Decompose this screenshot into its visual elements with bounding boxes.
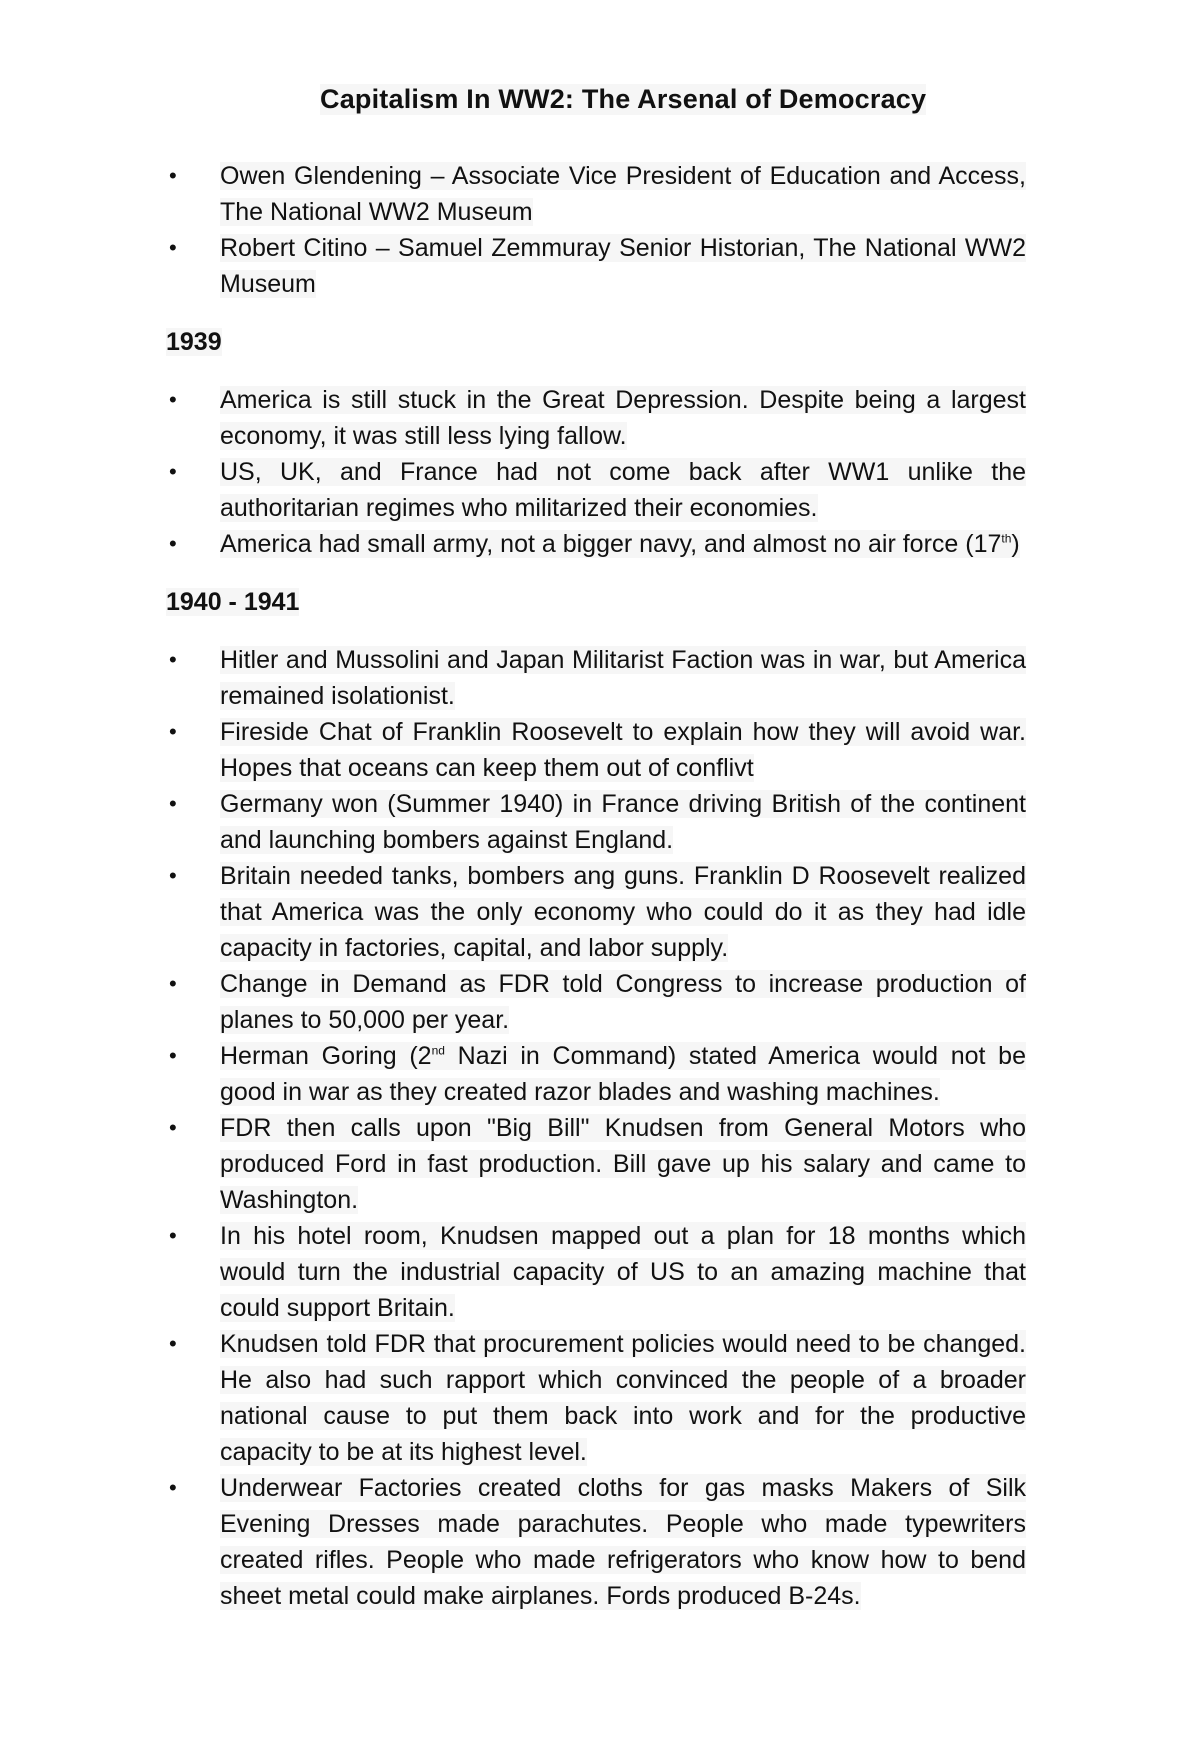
speaker-item bbox=[166, 158, 1026, 230]
list-item-text bbox=[220, 646, 1026, 710]
list-item-text bbox=[220, 1222, 1026, 1322]
section-bullet-list bbox=[166, 642, 1026, 1614]
document-body bbox=[166, 158, 1026, 1614]
list-item-trailing-text: Nazi in Command) stated America would not be good in war as they created razor blades and washing machines. bbox=[220, 1042, 1026, 1106]
list-item bbox=[166, 1326, 1026, 1470]
list-item-main-text: Change in Demand as FDR told Congress to increase production of planes to 50,000 per year. bbox=[220, 970, 1026, 1034]
list-item-main-text: Herman Goring (2 bbox=[220, 1042, 432, 1070]
list-item-text bbox=[220, 790, 1026, 854]
list-item bbox=[166, 526, 1026, 562]
list-item bbox=[166, 1218, 1026, 1326]
bullet-icon: • bbox=[169, 531, 177, 556]
list-item-main-text: America is still stuck in the Great Depression. Despite being a largest economy, it was still less lying fallow. bbox=[220, 386, 1026, 450]
bullet-icon: • bbox=[169, 863, 177, 888]
list-item-text bbox=[220, 1474, 1026, 1610]
bullet-icon: • bbox=[169, 163, 177, 188]
list-item bbox=[166, 642, 1026, 714]
list-item-main-text: Germany won (Summer 1940) in France driving British of the continent and launching bombers against England. bbox=[220, 790, 1026, 854]
bullet-icon: • bbox=[169, 1043, 177, 1068]
list-item-text bbox=[220, 718, 1026, 782]
list-item bbox=[166, 966, 1026, 1038]
list-item bbox=[166, 382, 1026, 454]
list-item bbox=[166, 858, 1026, 966]
section-heading bbox=[166, 584, 1026, 620]
bullet-icon: • bbox=[169, 791, 177, 816]
list-item-text bbox=[220, 1330, 1026, 1466]
section-heading-text: 1940 - 1941 bbox=[166, 588, 300, 616]
speaker-list bbox=[166, 158, 1026, 302]
list-item-main-text: Fireside Chat of Franklin Roosevelt to explain how they will avoid war. Hopes that oceans can keep them out of conflivt bbox=[220, 718, 1026, 782]
list-item-text bbox=[220, 1114, 1026, 1214]
speaker-text: Owen Glendening – Associate Vice President of Education and Access, The National WW2 Museum bbox=[220, 162, 1026, 226]
bullet-icon: • bbox=[169, 647, 177, 672]
bullet-icon: • bbox=[169, 1223, 177, 1248]
list-item-text bbox=[220, 386, 1026, 450]
speaker-item bbox=[166, 230, 1026, 302]
list-item-text bbox=[220, 530, 1020, 558]
bullet-icon: • bbox=[169, 1331, 177, 1356]
list-item bbox=[166, 1110, 1026, 1218]
list-item-main-text: US, UK, and France had not come back after WW1 unlike the authoritarian regimes who militarized their economies. bbox=[220, 458, 1026, 522]
section-bullet-list bbox=[166, 382, 1026, 562]
list-item-main-text: Hitler and Mussolini and Japan Militarist Faction was in war, but America remained isolationist. bbox=[220, 646, 1026, 710]
bullet-icon: • bbox=[169, 971, 177, 996]
bullet-icon: • bbox=[169, 719, 177, 744]
bullet-icon: • bbox=[169, 1115, 177, 1140]
list-item bbox=[166, 1038, 1026, 1110]
list-item-main-text: Knudsen told FDR that procurement policies would need to be changed. He also had such rapport which convinced the people of a broader national cause to put them back into work and for the productive capacity to be at its highest level. bbox=[220, 1330, 1026, 1466]
list-item bbox=[166, 454, 1026, 526]
list-item-text bbox=[220, 970, 1026, 1034]
bullet-icon: • bbox=[169, 459, 177, 484]
list-item bbox=[166, 786, 1026, 858]
ordinal-suffix: th bbox=[1001, 531, 1012, 546]
bullet-icon: • bbox=[169, 235, 177, 260]
document-title: Capitalism In WW2: The Arsenal of Democracy bbox=[320, 84, 927, 114]
list-item-text bbox=[220, 862, 1026, 962]
sections-container bbox=[166, 324, 1026, 1614]
list-item-text bbox=[220, 458, 1026, 522]
ordinal-suffix: nd bbox=[431, 1043, 445, 1058]
bullet-icon: • bbox=[169, 387, 177, 412]
list-item-text bbox=[220, 1042, 1026, 1106]
list-item-main-text: America had small army, not a bigger navy, and almost no air force (17 bbox=[220, 530, 1002, 558]
list-item-main-text: Britain needed tanks, bombers ang guns. Franklin D Roosevelt realized that America was the only economy who could do it as they had idle capacity in factories, capital, and labor supply. bbox=[220, 862, 1026, 962]
section-heading-text: 1939 bbox=[166, 328, 222, 356]
list-item-main-text: In his hotel room, Knudsen mapped out a plan for 18 months which would turn the industrial capacity of US to an amazing machine that could support Britain. bbox=[220, 1222, 1026, 1322]
section-heading bbox=[166, 324, 1026, 360]
list-item bbox=[166, 714, 1026, 786]
list-item-trailing-text: ) bbox=[1011, 530, 1020, 558]
list-item-main-text: Underwear Factories created cloths for gas masks Makers of Silk Evening Dresses made parachutes. People who made typewriters created rifles. People who made refrigerators who know how to bend sheet metal could make airplanes. Fords produced B-24s. bbox=[220, 1474, 1026, 1610]
list-item bbox=[166, 1470, 1026, 1614]
bullet-icon: • bbox=[169, 1475, 177, 1500]
speaker-text: Robert Citino – Samuel Zemmuray Senior Historian, The National WW2 Museum bbox=[220, 234, 1026, 298]
list-item-main-text: FDR then calls upon "Big Bill" Knudsen from General Motors who produced Ford in fast production. Bill gave up his salary and came to Washington. bbox=[220, 1114, 1026, 1214]
